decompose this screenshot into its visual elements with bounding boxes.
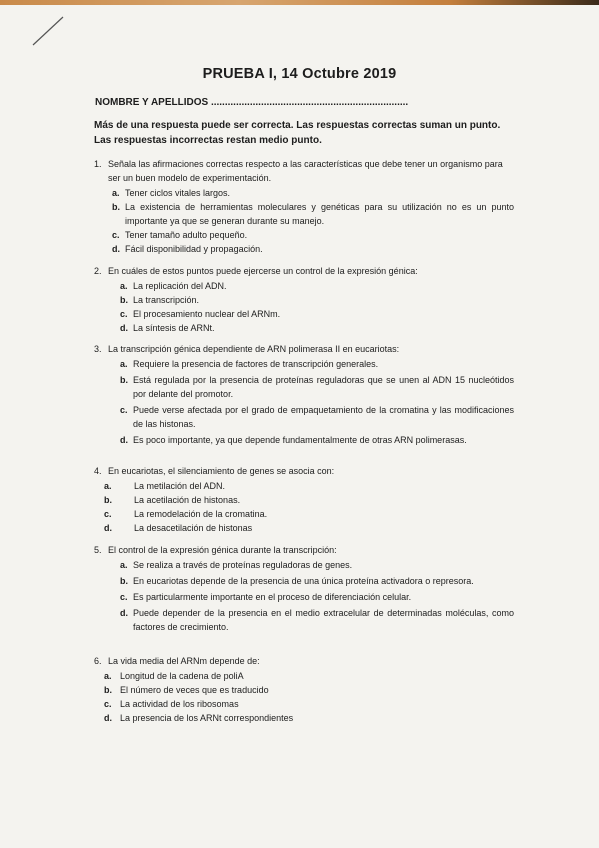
option-c[interactable]: c. La remodelación de la cromatina. bbox=[104, 509, 268, 519]
option-c[interactable]: c. La actividad de los ribosomas bbox=[104, 699, 239, 709]
option-d[interactable]: d. Fácil disponibilidad y propagación. bbox=[112, 244, 263, 254]
option-c[interactable]: c. Puede verse afectada por el grado de empaquetamiento de la cromatina y las modificaciones de las histonas. bbox=[120, 405, 514, 429]
question-number: 6. bbox=[94, 656, 102, 666]
option-a[interactable]: a. La replicación del ADN. bbox=[120, 281, 227, 291]
question-5 bbox=[94, 543, 514, 636]
question-text: La vida media del ARNm depende de: bbox=[108, 656, 260, 666]
instructions-text: Más de una respuesta puede ser correcta. Las respuestas correctas suman un punto. Las respuestas incorrectas restan medio punto. bbox=[94, 120, 501, 146]
question-number: 3. bbox=[94, 344, 102, 354]
option-b[interactable]: b. Está regulada por la presencia de proteínas reguladoras que se unen al ADN 15 nucleótidos por delante del promotor. bbox=[120, 375, 514, 399]
question-3 bbox=[94, 342, 514, 449]
question-6 bbox=[94, 654, 514, 725]
option-c[interactable]: c. Es particularmente importante en el proceso de diferenciación celular. bbox=[120, 592, 412, 602]
name-field-line: NOMBRE Y APELLIDOS ....................................................................... bbox=[95, 97, 409, 108]
pen-stroke-mark bbox=[30, 14, 66, 48]
option-d[interactable]: d. Puede depender de la presencia en el medio extracelular de determinadas moléculas, como factores de crecimiento. bbox=[120, 608, 514, 632]
option-d[interactable]: d. Es poco importante, ya que depende fundamentalmente de otras ARN polimerasas. bbox=[120, 435, 467, 445]
question-number: 5. bbox=[94, 545, 102, 555]
question-text: El control de la expresión génica durante la transcripción: bbox=[108, 545, 337, 555]
option-a[interactable]: a. Longitud de la cadena de poliA bbox=[104, 671, 244, 681]
page-top-edge bbox=[0, 0, 599, 5]
option-d[interactable]: d. La síntesis de ARNt. bbox=[120, 323, 215, 333]
question-1 bbox=[94, 157, 514, 256]
option-b[interactable]: b. La existencia de herramientas moleculares y genéticas para su utilización no es un punto importante ya que se generan durante su manejo. bbox=[112, 202, 514, 226]
option-c[interactable]: c. El procesamiento nuclear del ARNm. bbox=[120, 309, 281, 319]
option-b[interactable]: b. La acetilación de histonas. bbox=[104, 495, 241, 505]
option-c[interactable]: c. Tener tamaño adulto pequeño. bbox=[112, 230, 248, 240]
option-a[interactable]: a. Se realiza a través de proteínas reguladoras de genes. bbox=[120, 560, 353, 570]
question-text: En cuáles de estos puntos puede ejercerse un control de la expresión génica: bbox=[108, 266, 418, 276]
option-a[interactable]: a. Requiere la presencia de factores de transcripción generales. bbox=[120, 359, 379, 369]
option-b[interactable]: b. El número de veces que es traducido bbox=[104, 685, 269, 695]
option-d[interactable]: d. La presencia de los ARNt correspondientes bbox=[104, 713, 294, 723]
question-4 bbox=[94, 464, 514, 535]
option-d[interactable]: d. La desacetilación de histonas bbox=[104, 523, 253, 533]
exam-title: PRUEBA I, 14 Octubre 2019 bbox=[202, 66, 397, 82]
question-text: La transcripción génica dependiente de ARN polimerasa II en eucariotas: bbox=[108, 344, 400, 354]
question-text: En eucariotas, el silenciamiento de genes se asocia con: bbox=[108, 466, 335, 476]
option-a[interactable]: a. La metilación del ADN. bbox=[104, 481, 226, 491]
question-number: 4. bbox=[94, 466, 102, 476]
option-b[interactable]: b. En eucariotas depende de la presencia de una única proteína activadora o represora. bbox=[120, 576, 474, 586]
question-number: 2. bbox=[94, 266, 102, 276]
option-a[interactable]: a. Tener ciclos vitales largos. bbox=[112, 188, 231, 198]
question-number: 1. bbox=[94, 159, 102, 169]
option-b[interactable]: b. La transcripción. bbox=[120, 295, 200, 305]
question-2 bbox=[94, 264, 514, 335]
question-text: Señala las afirmaciones correctas respecto a las características que debe tener un organismo para ser un buen modelo de experimentación. bbox=[108, 159, 503, 183]
